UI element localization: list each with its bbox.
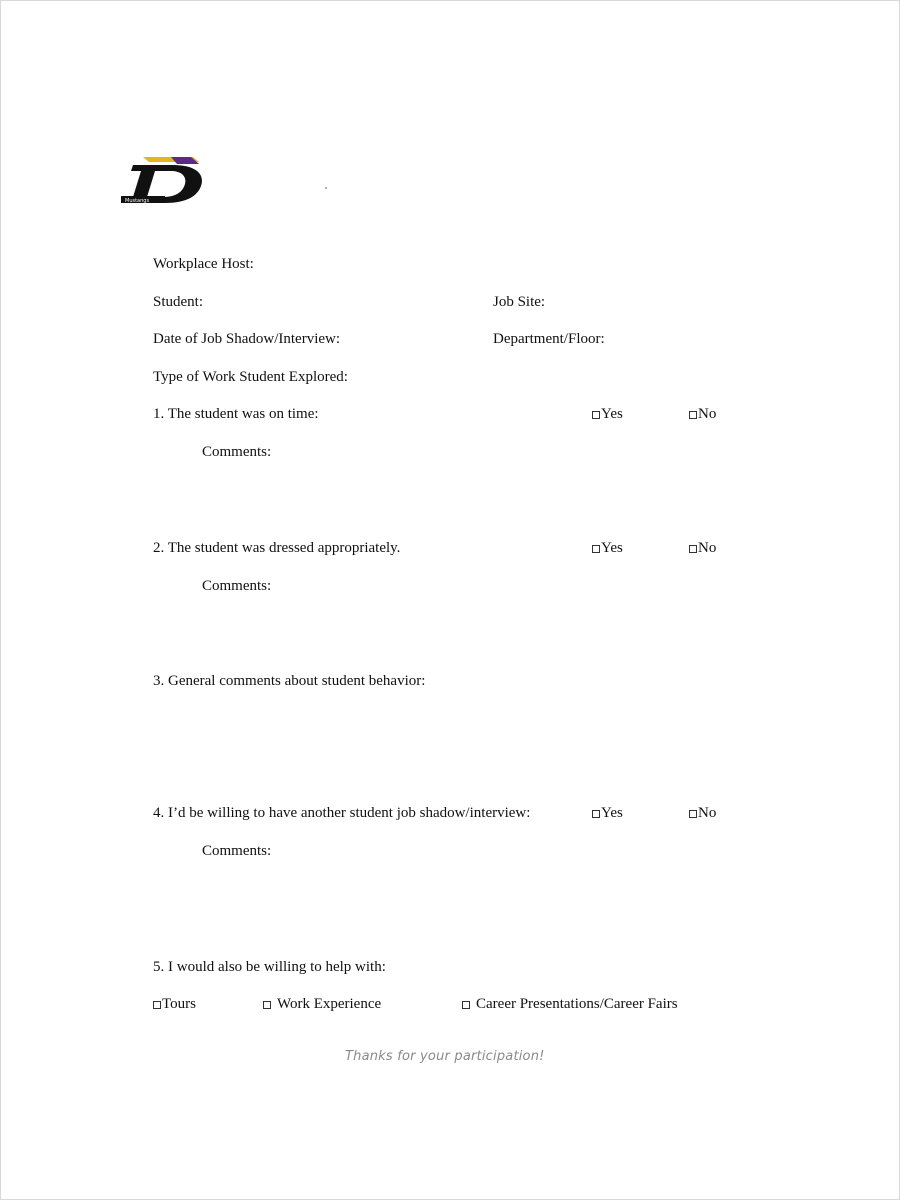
school-logo [119,153,205,207]
question-3: 3. General comments about student behavior: [153,673,426,689]
svg-text:Mustangs: Mustangs [125,198,150,204]
job-site-label: Job Site: [493,294,546,310]
student-label: Student: [153,294,204,310]
q2-comments-label: Comments: [202,578,272,594]
q4-yes-option[interactable] [592,804,623,822]
checkbox-icon[interactable] [592,810,600,818]
department-label: Department/Floor: [493,331,605,347]
q5-option-work-experience-label: Work Experience [277,996,382,1012]
q4-comments-label: Comments: [202,843,272,859]
q2-yes-option[interactable] [592,539,623,557]
question-1: 1. The student was on time: [153,406,319,422]
q4-no-option[interactable] [689,804,716,822]
q5-option-career-presentations[interactable] [462,995,678,1013]
checkbox-icon[interactable] [592,545,600,553]
q1-no-label: No [698,406,717,422]
q4-yes-label: Yes [601,805,623,821]
checkbox-icon[interactable] [592,411,600,419]
q2-no-label: No [698,540,717,556]
question-5: 5. I would also be willing to help with: [153,959,386,975]
checkbox-icon[interactable] [462,1001,470,1009]
checkbox-icon[interactable] [689,411,697,419]
q5-option-tours-label: Tours [162,996,196,1012]
workplace-host-label: Workplace Host: [153,256,254,272]
question-4: 4. I’d be willing to have another student job shadow/interview: [153,805,531,821]
q1-no-option[interactable] [689,405,716,423]
q5-option-tours[interactable] [153,995,196,1013]
q2-no-option[interactable] [689,539,716,557]
checkbox-icon[interactable] [689,810,697,818]
stray-mark [325,187,327,189]
q2-yes-label: Yes [601,540,623,556]
checkbox-icon[interactable] [153,1001,161,1009]
type-of-work-label: Type of Work Student Explored: [153,369,348,385]
q1-yes-label: Yes [601,406,623,422]
q5-option-work-experience[interactable] [263,995,381,1013]
q4-no-label: No [698,805,717,821]
q5-option-career-presentations-label: Career Presentations/Career Fairs [476,996,678,1012]
q1-comments-label: Comments: [202,444,272,460]
checkbox-icon[interactable] [263,1001,271,1009]
checkbox-icon[interactable] [689,545,697,553]
question-2: 2. The student was dressed appropriately. [153,540,401,556]
q1-yes-option[interactable] [592,405,623,423]
thank-you-note: Thanks for your participation! [345,1049,545,1064]
date-label: Date of Job Shadow/Interview: [153,331,341,347]
